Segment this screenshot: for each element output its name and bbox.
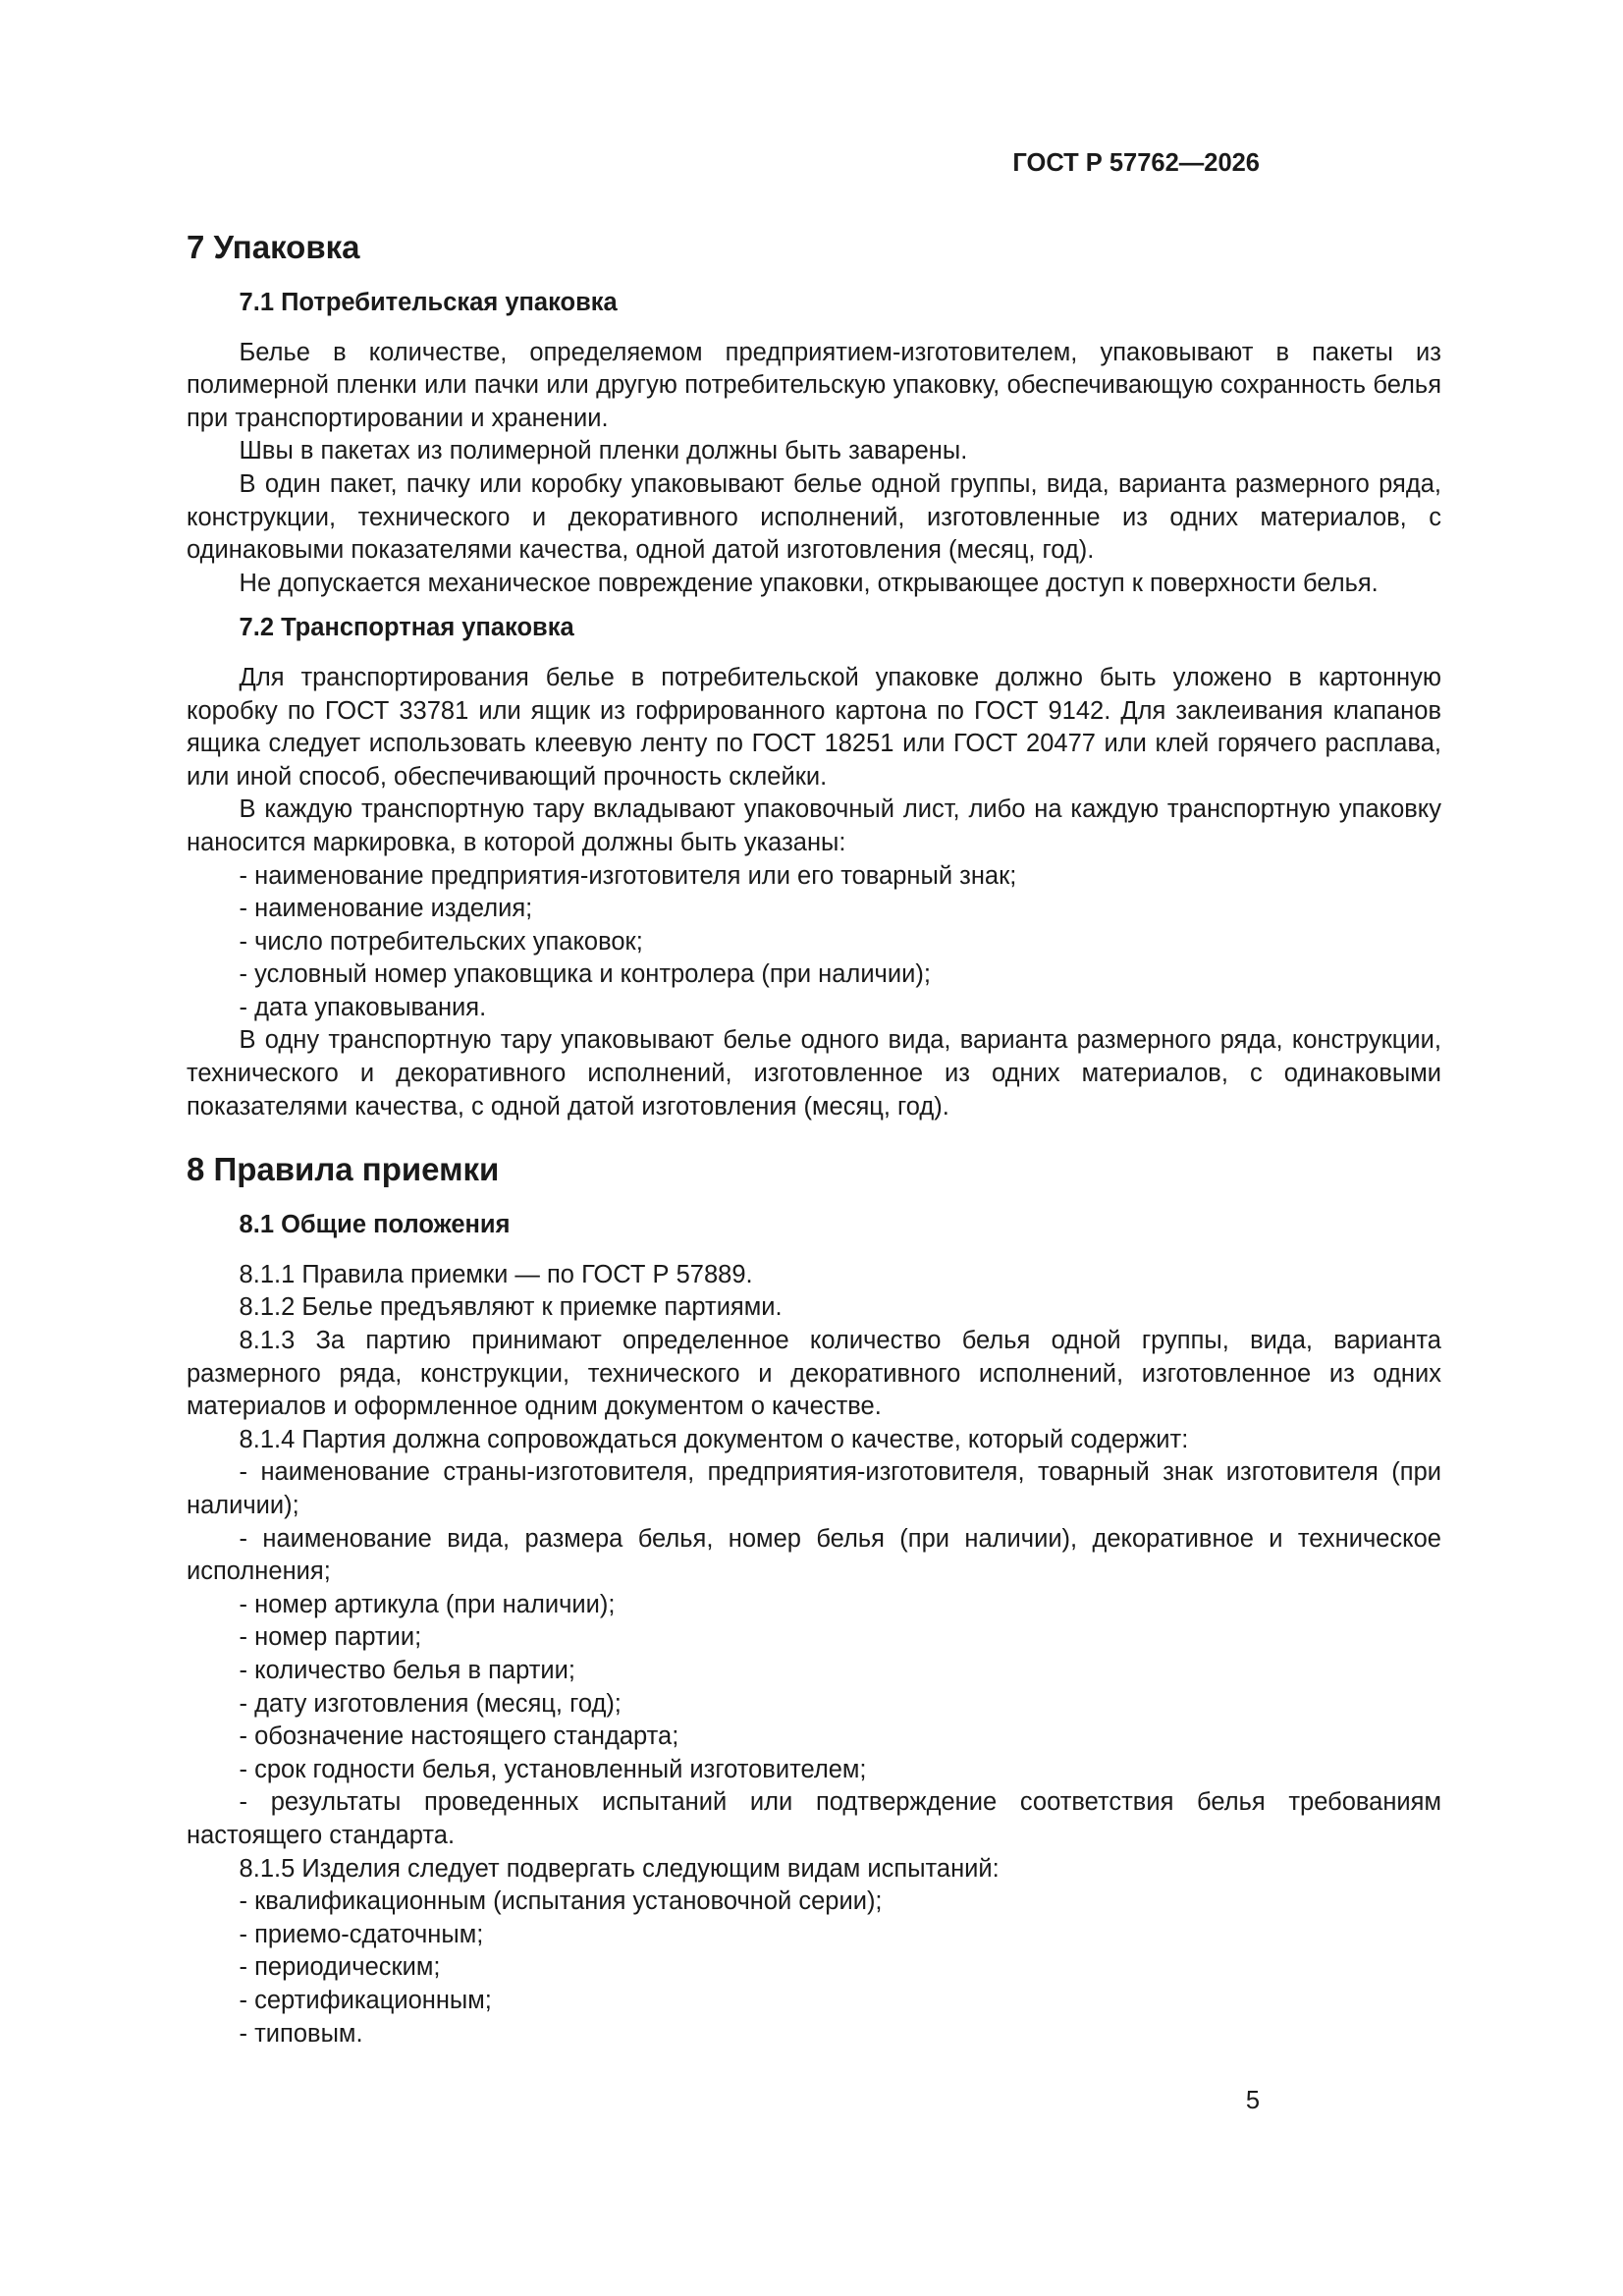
list-item: - номер артикула (при наличии); [239,1590,616,1618]
paragraph: В один пакет, пачку или коробку упаковывают белье одной группы, вида, варианта размерного ряда, конструкции, технического и декоративного исполнений, изготовленные из одних материалов, с одинаковыми показателями качества, одной датой изготовления (месяц, год). [187,469,1441,565]
list-item: - наименование вида, размера белья, номер белья (при наличии), декоративное и техническое исполнения; [187,1524,1441,1586]
list-item: - наименование изделия; [239,895,533,923]
section-8-title: 8 Правила приемки [187,1151,500,1188]
list-item: - квалификационным (испытания установочной серии); [239,1887,883,1916]
paragraph: 8.1.1 Правила приемки — по ГОСТ Р 57889. [239,1260,753,1288]
document-header-id: ГОСТ Р 57762—2026 [1012,149,1260,177]
page-number: 5 [1245,2087,1260,2114]
list-item: - дата упаковывания. [239,993,487,1021]
paragraph: В одну транспортную тару упаковывают белье одного вида, варианта размерного ряда, конструкции, технического и декоративного исполнений, изготовленное из одних материалов, с одинаковыми показателями качества, с одной датой изготовления (месяц, год). [187,1026,1441,1121]
list-item: - приемо-сдаточным; [239,1920,484,1948]
paragraph: 8.1.3 За партию принимают определенное количество белья одной группы, вида, варианта размерного ряда, конструкции, технического и декоративного исполнений, изготовленное из одних материалов и оформленное одним документом о качестве. [187,1327,1441,1421]
document-body [187,228,1441,2050]
paragraph: Белье в количестве, определяемом предприятием-изготовителем, упаковывают в пакеты из полимерной пленки или пачки или другую потребительскую упаковку, обеспечивающую сохранность белья при транспортировании и хранении. [187,338,1441,432]
list-item: - результаты проведенных испытаний или подтверждение соответствия белья требованиям настоящего стандарта. [187,1788,1441,1849]
paragraph: 8.1.4 Партия должна сопровождаться документом о качестве, который содержит: [239,1425,1189,1453]
list-item: - количество белья в партии; [239,1656,575,1684]
list-item: - периодическим; [239,1953,441,1982]
paragraph: Не допускается механическое повреждение упаковки, открывающее доступ к поверхности белья. [239,569,1379,597]
list-item: - условный номер упаковщика и контролера (при наличии); [239,960,931,989]
list-item: - наименование предприятия-изготовителя или его товарный знак; [239,861,1017,890]
list-item: - обозначение настоящего стандарта; [239,1722,679,1751]
list-item: - наименование страны-изготовителя, предприятия-изготовителя, товарный знак изготовителя (при наличии); [187,1458,1441,1519]
list-item: - сертификационным; [239,1986,492,2014]
list-item: - срок годности белья, установленный изготовителем; [239,1755,867,1783]
paragraph: Швы в пакетах из полимерной пленки должны быть заварены. [239,437,968,465]
list-item: - номер партии; [239,1623,422,1652]
list-item: - типовым. [239,2019,363,2048]
section-7-1-title: 7.1 Потребительская упаковка [239,289,618,316]
paragraph: Для транспортирования белье в потребительской упаковке должно быть уложено в картонную коробку по ГОСТ 33781 или ящик из гофрированного картона по ГОСТ 9142. Для заклеивания клапанов ящика следует использовать клеевую ленту по ГОСТ 18251 или ГОСТ 20477 или клей горячего расплава, или иной способ, обеспечивающий прочность склейки. [187,663,1441,791]
paragraph: 8.1.5 Изделия следует подвергать следующим видам испытаний: [239,1854,1000,1883]
section-7-2-title: 7.2 Транспортная упаковка [239,614,574,642]
section-7-title: 7 Упаковка [187,229,360,265]
paragraph: В каждую транспортную тару вкладывают упаковочный лист, либо на каждую транспортную упаковку наносится маркировка, в которой должны быть указаны: [187,795,1441,856]
paragraph: 8.1.2 Белье предъявляют к приемке партиями. [239,1293,783,1322]
list-item: - число потребительских упаковок; [239,927,643,956]
section-8-1-title: 8.1 Общие положения [239,1211,511,1239]
list-item: - дату изготовления (месяц, год); [239,1689,622,1718]
